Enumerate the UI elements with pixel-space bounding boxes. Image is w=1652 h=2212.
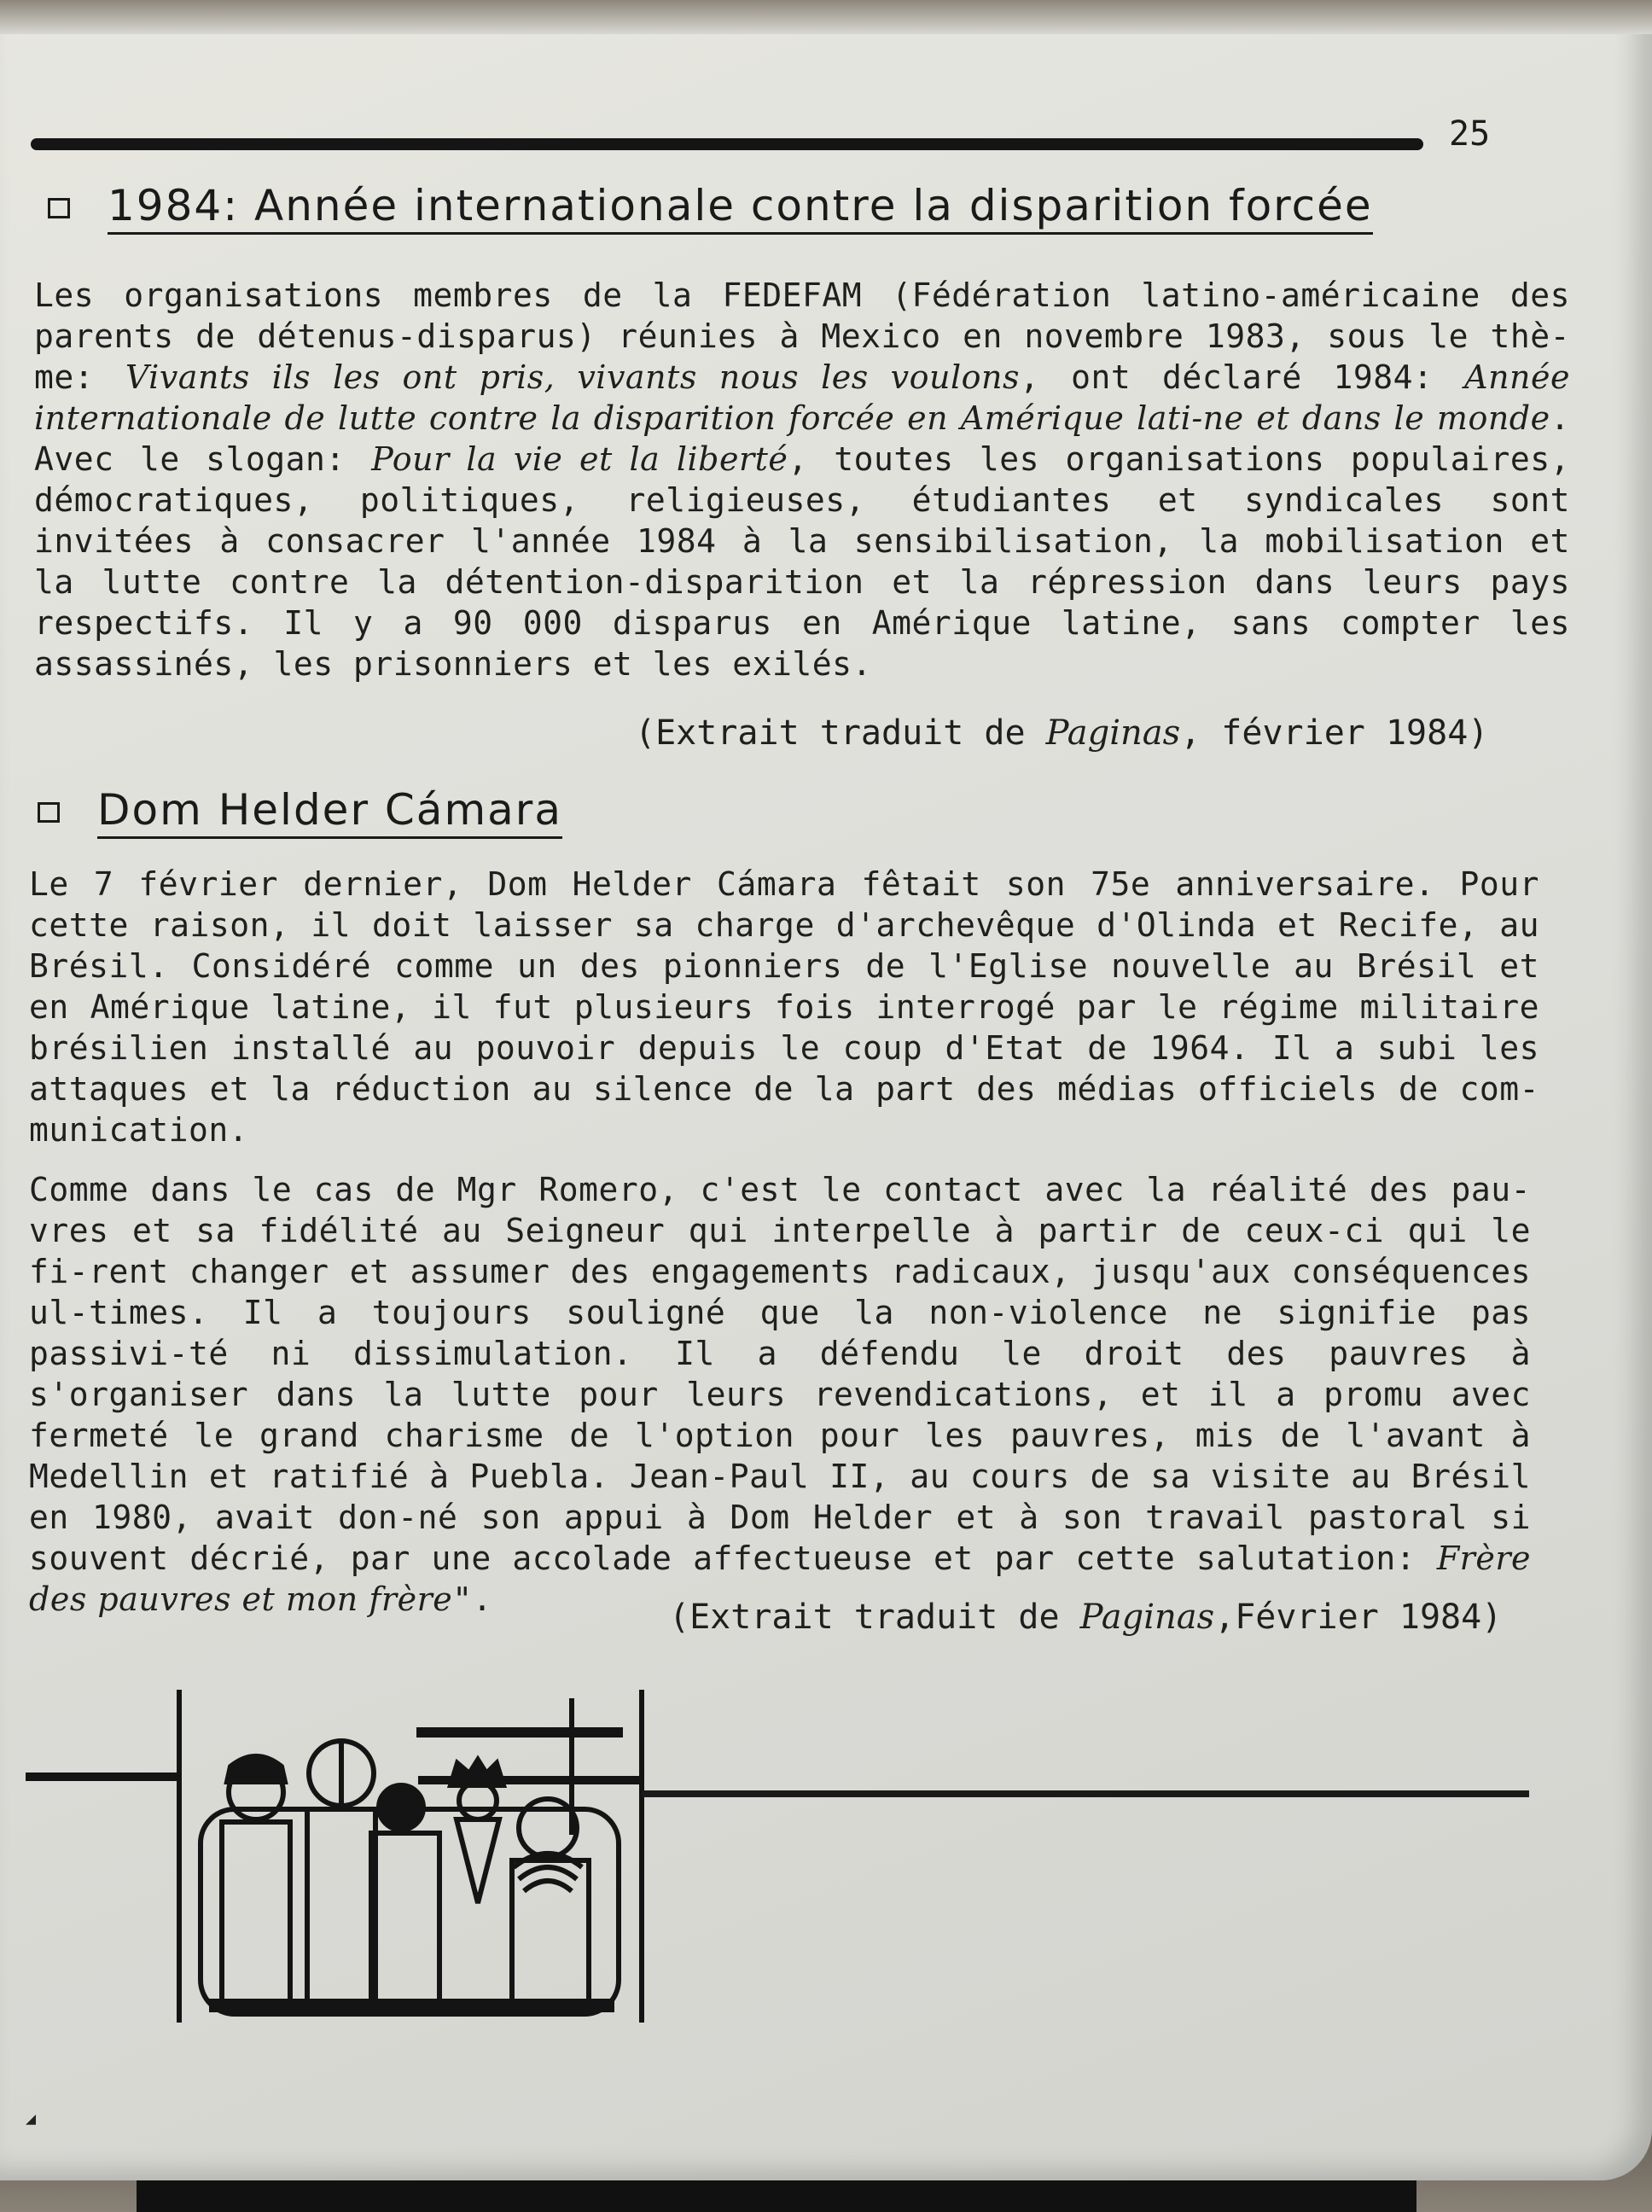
page-top-shadow — [0, 0, 1652, 34]
text-run: Les organisations membres de la FEDEFAM (Fédération latino-américaine des parents de détenus-disparus) réunies à Mexico en novembre 1983, sous le thè-me: — [34, 276, 1570, 396]
article-2-title: Dom Helder Cámara — [97, 785, 562, 839]
page-number: 25 — [1449, 114, 1491, 154]
italic-year-name: Année internationale de lutte contre la disparition forcée en Amérique lati-ne et dans le monde — [34, 358, 1570, 437]
square-bullet-icon — [48, 198, 70, 218]
article-1-source — [635, 713, 1488, 753]
source-publication: Paginas — [1045, 713, 1181, 753]
article-2-paragraph-1: Le 7 février dernier, Dom Helder Cámara fêtait son 75e anniversaire. Pour cette raison, il doit laisser sa charge d'archevêque d'Olinda et Recife, au Brésil. Considéré comme un des pionniers de l'Eglise nouvelle au Brésil et en Amérique latine, il fut plusieurs fois interrogé par le régime militaire brésilien installé au pouvoir depuis le coup d'Etat de 1964. Il a subi les attaques et la réduction au silence de la part des médias officiels de com-munication. — [29, 865, 1539, 1149]
text-run: . Avec le slogan: — [34, 399, 1570, 478]
source-date: ,Février 1984) — [1214, 1598, 1503, 1637]
source-text: (Extrait traduit de — [635, 713, 1046, 753]
header-rule — [31, 138, 1423, 150]
footer-rule — [642, 1790, 1529, 1797]
italic-salutation: Frère des pauvres et mon frère — [29, 1540, 1531, 1618]
article-1-heading — [48, 181, 1373, 235]
text-run: , toutes les organisations populaires, démocratiques, politiques, religieuses, étudiantes et syndicales sont invitées à consacrer l'année 1984 à la sensibilisation, la mobilisation et la lutte contre la détention-disparition et la répression dans leurs pays respectifs. Il y a 90 000 disparus en Amérique latine, sans compter les assassinés, les prisonniers et les exilés. — [34, 440, 1570, 683]
article-2-source — [669, 1598, 1502, 1637]
article-1-paragraph — [34, 275, 1570, 684]
square-bullet-icon — [38, 802, 60, 823]
page-corner-mark: ◢ — [26, 2108, 37, 2128]
source-publication: Paginas — [1079, 1598, 1215, 1637]
article-2-heading — [38, 785, 562, 839]
article-2-paragraph-2 — [29, 1169, 1531, 1620]
people-cross-illustration-icon — [26, 1681, 657, 2040]
source-date: , février 1984) — [1180, 713, 1489, 753]
source-text: (Extrait traduit de — [669, 1598, 1080, 1637]
text-run: Comme dans le cas de Mgr Romero, c'est le contact avec la réalité des pau-vres et sa fidélité au Seigneur qui interpelle à partir de ceux-ci qui le fi-rent changer et assumer des engagements radicaux, jusqu'aux conséquences ul-times. Il a toujours souligné que la non-violence ne signifie pas passivi-té ni dissimulation. Il a défendu le droit des pauvres à s'organiser dans la lutte pour leurs revendications, et il a promu avec fermeté le grand charisme de l'option pour les pauvres, mis de l'avant à Medellin et ratifié à Puebla. Jean-Paul II, au cours de sa visite au Brésil en 1980, avait don-né son appui à Dom Helder et à son travail pastoral si souvent décrié, par une accolade affectueuse et par cette salutation: — [29, 1171, 1531, 1577]
text-run: ". — [452, 1580, 492, 1618]
italic-motto: Vivants ils les ont pris, vivants nous les voulons — [125, 358, 1021, 396]
italic-slogan: Pour la vie et la liberté — [371, 440, 788, 478]
text-run: , ont déclaré 1984: — [1020, 358, 1465, 396]
article-1-title: 1984: Année internationale contre la disparition forcée — [108, 181, 1373, 235]
